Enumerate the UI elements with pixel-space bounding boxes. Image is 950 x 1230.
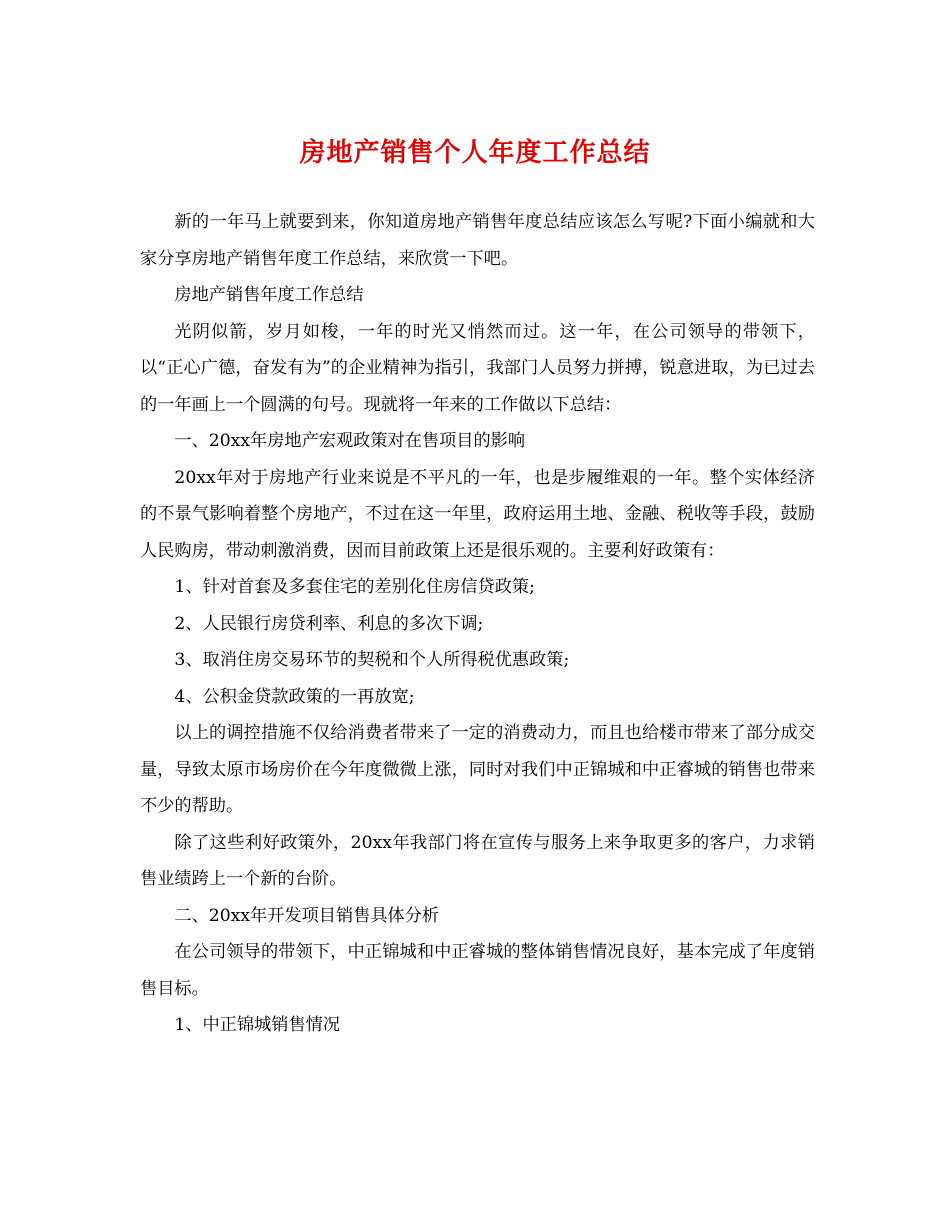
section-heading-1: 一、20xx年房地产宏观政策对在售项目的影响	[174, 431, 526, 451]
paragraph-intro: 新的一年马上就要到来，你知道房地产销售年度总结应该怎么写呢?下面小编就和大家分享房地产销售年度工作总结，来欣赏一下吧。	[140, 212, 815, 269]
paragraph-policy: 20xx年对于房地产行业来说是不平凡的一年，也是步履维艰的一年。整个实体经济的不景气影响着整个房地产，不过在这一年里，政府运用土地、金融、税收等手段，鼓励人民购房，带动刺激消费，因而目前政策上还是很乐观的。主要利好政策有：	[140, 467, 815, 561]
paragraph-effects: 以上的调控措施不仅给消费者带来了一定的消费动力，而且也给楼市带来了部分成交量，导致太原市场房价在今年度微微上涨，同时对我们中正锦城和中正睿城的销售也带来不少的帮助。	[140, 723, 815, 816]
list-item-policy-1: 1、针对首套及多套住宅的差别化住房信贷政策;	[174, 577, 535, 597]
list-item-policy-2: 2、人民银行房贷利率、利息的多次下调;	[174, 613, 484, 634]
paragraph-opening: 光阴似箭，岁月如梭，一年的时光又悄然而过。这一年，在公司领导的带领下，以“正心广德，奋发有为”的企业精神为指引，我部门人员努力拼搏，锐意进取，为已过去的一年画上一个圆满的句号。现就将一年来的工作做以下总结：	[140, 321, 815, 415]
section-heading-2: 二、20xx年开发项目销售具体分析	[174, 905, 440, 926]
paragraph-subtitle: 房地产销售年度工作总结	[174, 285, 364, 305]
document-body	[140, 204, 815, 1044]
document-title: 房地产销售个人年度工作总结	[299, 138, 651, 168]
paragraph-sales: 在公司领导的带领下，中正锦城和中正睿城的整体销售情况良好，基本完成了年度销售目标。	[140, 942, 815, 999]
subsection-heading-1: 1、中正锦城销售情况	[174, 1015, 341, 1035]
list-item-policy-3: 3、取消住房交易环节的契税和个人所得税优惠政策;	[174, 650, 570, 670]
paragraph-plan: 除了这些利好政策外，20xx年我部门将在宣传与服务上来争取更多的客户，力求销售业绩跨上一个新的台阶。	[140, 832, 815, 889]
list-item-policy-4: 4、公积金贷款政策的一再放宽;	[174, 686, 415, 707]
